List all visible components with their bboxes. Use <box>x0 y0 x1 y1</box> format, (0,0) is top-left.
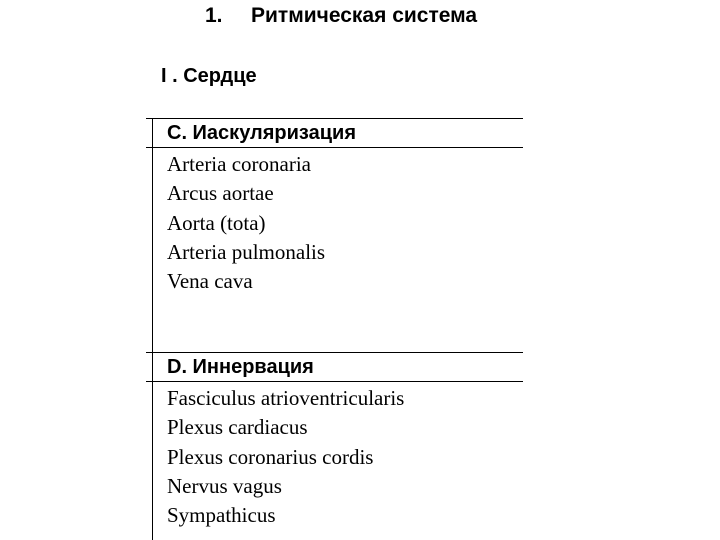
list-item: Aorta (tota) <box>167 210 266 235</box>
list-item: Sympathicus <box>167 503 276 528</box>
list-item: Vena cava <box>167 269 253 294</box>
list-item: Fasciculus atrioventricularis <box>167 386 405 410</box>
section-header-innervation: D. Иннервация <box>167 356 314 378</box>
list-item: Arcus aortae <box>167 181 274 206</box>
list-item: Plexus cardiacus <box>167 415 308 440</box>
vascularization-list <box>167 150 325 296</box>
title-text: Ритмическая система <box>251 4 478 27</box>
innervation-list <box>167 384 404 530</box>
page-title <box>205 4 477 28</box>
section-header-vascularization: C. Иаскуляризация <box>167 122 356 144</box>
section-header-rule <box>146 147 523 148</box>
section-top-rule <box>146 118 523 119</box>
list-item: Arteria pulmonalis <box>167 239 326 264</box>
section-heading-heart: I . Сердце <box>161 65 257 87</box>
section-header-rule <box>146 381 523 382</box>
table-left-border <box>152 118 153 540</box>
title-number: 1. <box>205 4 223 27</box>
list-item: Plexus coronarius cordis <box>167 444 374 469</box>
list-item: Nervus vagus <box>167 473 282 498</box>
list-item: Arteria coronaria <box>167 152 311 176</box>
section-top-rule <box>146 352 523 353</box>
